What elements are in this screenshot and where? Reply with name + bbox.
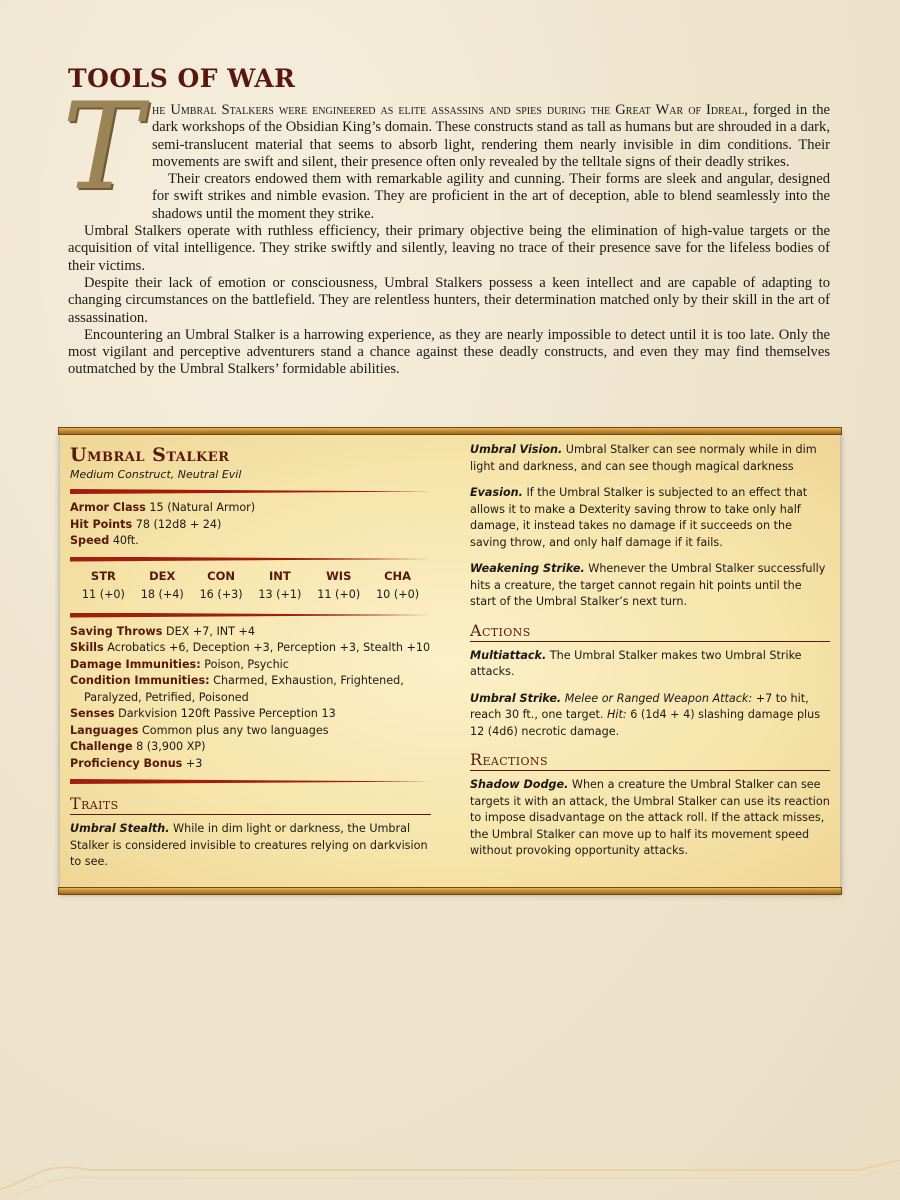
page-content [62,62,830,379]
ability-value: 16 (+3) [199,587,243,601]
armor-class: Armor Class 15 (Natural Armor) [70,501,256,514]
stat-block-top-bar [58,427,842,435]
ability-name: STR [90,568,116,583]
senses: Senses Darkvision 120ft Passive Perception 13 [70,707,336,720]
page-footer-ornament [0,1160,900,1200]
section-title: TOOLS OF WAR [68,64,296,93]
stat-block-left-column [70,442,431,881]
ability-name: DEX [149,568,176,583]
condition-immunities: Condition Immunities: Charmed, Exhaustion, Frightened, Paralyzed, Petrified, Poisoned [70,674,404,704]
stat-block-right-column [470,442,830,870]
trait-weakening-strike: Weakening Strike. Whenever the Umbral Stalker successfully hits a creature, the target cannot regain hit points until the start of the Umbral Stalker’s next turn. [470,562,826,608]
action-umbral-strike: Umbral Strike. Melee or Ranged Weapon Attack: +7 to hit, reach 30 ft., one target. Hit: 6 (1d4 + 4) slashing damage plus 12 (4d6) necrotic damage. [470,691,821,738]
intro-paragraph: Despite their lack of emotion or consciousness, Umbral Stalkers possess a keen intellect and are capable of adapting to changing circumstances on the battlefield. They are relentless hunters, their determination matched only by their skill in the art of assassination. [68,274,830,326]
stat-block-bottom-bar [58,887,842,895]
intro-paragraph: he Umbral Stalkers were engineered as elite assassins and spies during the Great War of Idreal, forged in the dark workshops of the Obsidian King’s domain. These constructs stand as tall as humans but are shrouded in a dark, semi-translucent material that seems to absorb light, rendering them nearly invisible in dim conditions. Their movements are swift and silent, their presence often only revealed by the telltale signs of their deadly strikes. [152,102,830,170]
intro-paragraph: Their creators endowed them with remarkable agility and cunning. Their forms are sleek and angular, designed for swift strikes and nimble evasion. They are proficient in the art of deception, able to blend seamlessly into the shadows until the moment they strike. [152,171,830,222]
proficiency-bonus: Proficiency Bonus +3 [70,756,203,770]
divider [70,613,431,618]
trait-umbral-stealth: Umbral Stealth. While in dim light or darkness, the Umbral Stalker is considered invisible to creatures relying on darkvision to see. [70,822,428,868]
intro-paragraph: Encountering an Umbral Stalker is a harrowing experience, as they are nearly impossible to detect until it is too late. Only the most vigilant and perceptive adventurers stand a chance against these deadly constructs, and even they may find themselves outmatched by the Umbral Stalkers’ formidable abilities. [68,326,830,378]
reactions-heading: Reactions [470,750,830,771]
ability-name: CON [207,568,235,583]
creature-name: Umbral Stalker [70,444,230,466]
divider [70,557,431,562]
divider [70,489,431,494]
divider [70,779,431,784]
ability-name: CHA [384,568,412,583]
drop-cap: T [62,78,143,217]
ability-value: 18 (+4) [140,587,184,601]
traits-heading: Traits [70,794,431,815]
actions-heading: Actions [470,621,830,642]
skills: Skills Acrobatics +6, Deception +3, Perception +3, Stealth +10 [70,641,431,654]
trait-umbral-vision: Umbral Vision. Umbral Stalker can see normaly while in dim light and darkness, and can see though magical darkness [470,443,817,473]
action-multiattack: Multiattack. The Umbral Stalker makes two Umbral Strike attacks. [470,648,802,678]
ability-value: 11 (+0) [317,587,361,601]
damage-immunities: Damage Immunities: Poison, Psychic [70,657,289,671]
reaction-shadow-dodge: Shadow Dodge. When a creature the Umbral Stalker can see targets it with an attack, the Umbral Stalker can use its reaction to impose disadvantage on the attack roll. If the attack misses, the Umbral Stalker can move up to half its movement speed without provoking opportunity attacks. [470,778,830,857]
hit-points: Hit Points 78 (12d8 + 24) [70,517,222,531]
ability-value: 13 (+1) [258,587,302,601]
intro-paragraph: Umbral Stalkers operate with ruthless efficiency, their primary objective being the elimination of high-value targets or the acquisition of vital intelligence. They strike swiftly and silently, leaving no trace of their presence save for the lifeless bodies of their victims. [68,223,830,274]
saving-throws: Saving Throws DEX +7, INT +4 [70,624,256,638]
challenge: Challenge 8 (3,900 XP) [70,740,206,753]
trait-evasion: Evasion. If the Umbral Stalker is subjected to an effect that allows it to make a Dexterity saving throw to take only half damage, it instead takes no damage if it succeeds on the saving throw, and only half damage if it fails. [470,486,808,549]
stat-block [60,430,840,892]
languages: Languages Common plus any two languages [70,723,329,737]
speed: Speed 40ft. [70,534,139,547]
ability-name: INT [269,568,291,583]
ability-value: 11 (+0) [81,587,125,601]
ability-scores [70,568,431,606]
ability-name: WIS [326,568,352,583]
creature-meta: Medium Construct, Neutral Evil [70,468,242,481]
ability-value: 10 (+0) [376,587,420,601]
